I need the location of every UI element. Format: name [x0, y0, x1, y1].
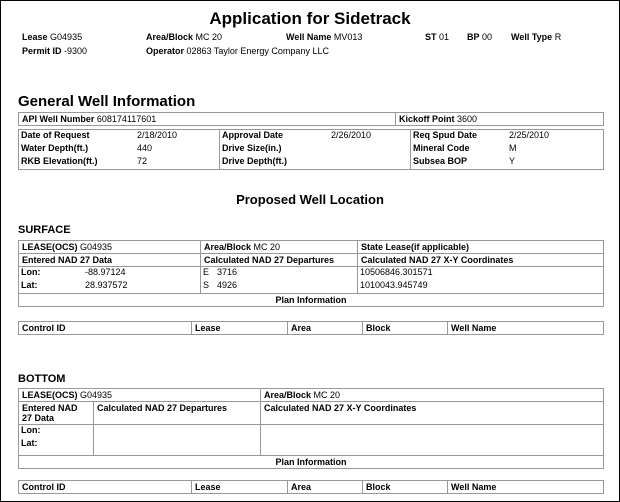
general-info-table	[18, 112, 604, 126]
date-request-value: 2/18/2010	[137, 130, 178, 140]
general-heading: General Well Information	[18, 93, 196, 110]
bottom-departures-label: Calculated NAD 27 Departures	[94, 402, 261, 425]
proposed-heading: Proposed Well Location	[236, 192, 384, 207]
surface-dep-e-value: 3716	[217, 267, 238, 277]
surface-lat-value: 28.937572	[85, 280, 128, 290]
surface-plan-label: Plan Information	[19, 294, 604, 307]
surface-lon-value: -88.97124	[85, 267, 126, 277]
surface-col-control-id: Control ID	[19, 322, 192, 335]
kickoff-cell: Kickoff Point 3600	[396, 113, 604, 126]
bottom-col-control-id: Control ID	[19, 481, 192, 494]
general-detail-table	[18, 129, 604, 170]
bottom-area-block-cell: Area/Block MC 20	[261, 389, 604, 402]
req-spud-value: 2/25/2010	[509, 130, 550, 140]
header-operator: Operator 02863 Taylor Energy Company LLC	[146, 46, 329, 56]
surface-table	[18, 240, 604, 307]
page-title: Application for Sidetrack	[209, 9, 411, 28]
state-lease-label: State Lease(if applicable)	[358, 241, 604, 254]
bottom-lat-label: Lat:	[21, 438, 38, 448]
surface-col-block: Block	[363, 322, 448, 335]
surface-plan-table	[18, 321, 604, 335]
surface-col-lease: Lease	[192, 322, 288, 335]
bottom-plan-table	[18, 480, 604, 494]
water-depth-value: 440	[137, 143, 153, 153]
drive-size-label: Drive Size(in.)	[222, 143, 282, 153]
surface-dep-s-value: 4926	[217, 280, 238, 290]
header-bp: BP 00	[467, 32, 493, 42]
surface-x-value: 10506846.301571	[360, 267, 433, 277]
date-request-label: Date of Request	[21, 130, 90, 140]
header-permit: Permit ID -9300	[22, 46, 88, 56]
rkb-label: RKB Elevation(ft.)	[21, 156, 98, 166]
surface-departures-label: Calculated NAD 27 Departures	[201, 254, 358, 267]
subsea-label: Subsea BOP	[413, 156, 468, 166]
surface-heading: SURFACE	[18, 224, 71, 236]
surface-y-value: 1010043.945749	[360, 280, 428, 290]
water-depth-label: Water Depth(ft.)	[21, 143, 89, 153]
bottom-col-lease: Lease	[192, 481, 288, 494]
header-area-block: Area/Block MC 20	[146, 32, 223, 42]
header-st: ST 01	[425, 32, 450, 42]
surface-lease-cell: LEASE(OCS) G04935	[19, 241, 201, 254]
surface-col-well-name: Well Name	[448, 322, 604, 335]
bottom-lon-label: Lon:	[21, 425, 41, 435]
header-lease: Lease G04935	[22, 32, 83, 42]
req-spud-label: Req Spud Date	[413, 130, 478, 140]
approval-value: 2/26/2010	[331, 130, 372, 140]
surface-entered-label: Entered NAD 27 Data	[19, 254, 201, 267]
drive-depth-label: Drive Depth(ft.)	[222, 156, 287, 166]
bottom-lease-cell: LEASE(OCS) G04935	[19, 389, 261, 402]
surface-dep-s-label: S	[203, 280, 210, 290]
bottom-xy-label: Calculated NAD 27 X-Y Coordinates	[261, 402, 604, 425]
subsea-value: Y	[509, 156, 516, 166]
surface-dep-e-label: E	[203, 267, 210, 277]
bottom-table	[18, 388, 604, 469]
surface-area-block-cell: Area/Block MC 20	[201, 241, 358, 254]
bottom-entered-label: Entered NAD 27 Data	[19, 402, 94, 425]
bottom-col-well-name: Well Name	[448, 481, 604, 494]
bottom-plan-label: Plan Information	[19, 456, 604, 469]
bottom-heading: BOTTOM	[18, 373, 66, 385]
bottom-col-block: Block	[363, 481, 448, 494]
header-well-name: Well Name MV013	[286, 32, 363, 42]
header-well-type: Well Type R	[511, 32, 562, 42]
approval-label: Approval Date	[222, 130, 284, 140]
surface-col-area: Area	[288, 322, 363, 335]
rkb-value: 72	[137, 156, 148, 166]
surface-xy-label: Calculated NAD 27 X-Y Coordinates	[358, 254, 604, 267]
surface-lon-label: Lon:	[21, 267, 41, 277]
surface-lat-label: Lat:	[21, 280, 38, 290]
bottom-col-area: Area	[288, 481, 363, 494]
mineral-label: Mineral Code	[413, 143, 470, 153]
mineral-value: M	[509, 143, 517, 153]
api-cell: API Well Number 608174117601	[19, 113, 396, 126]
